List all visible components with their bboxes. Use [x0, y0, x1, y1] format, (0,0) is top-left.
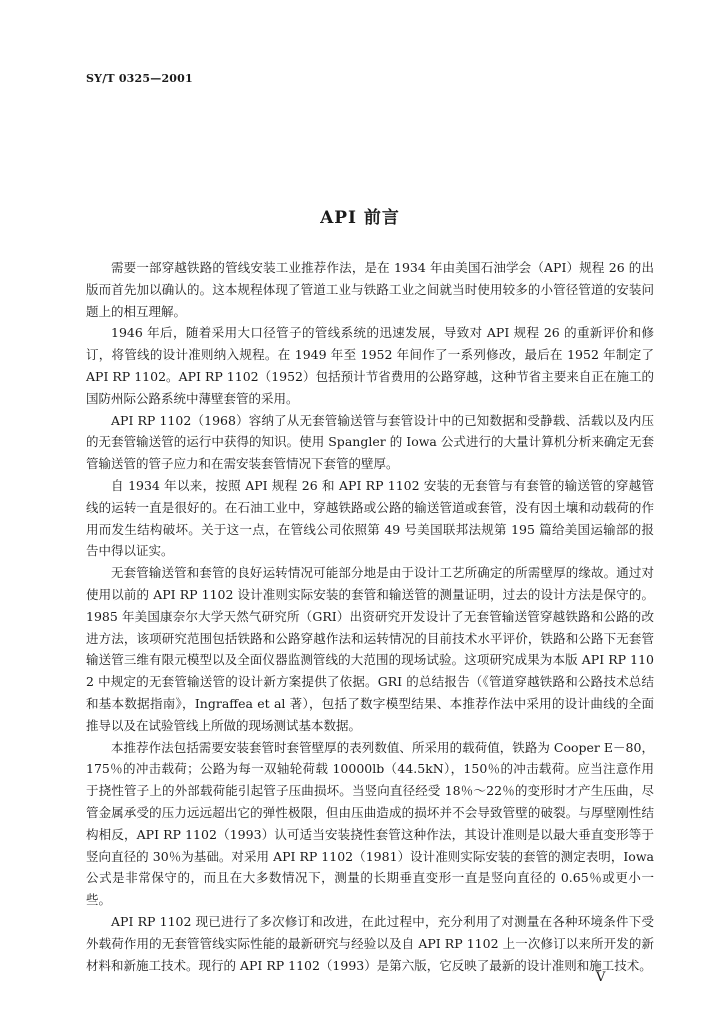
paragraph-6: 本推荐作法包括需要安装套管时套管壁厚的表列数值、所采用的载荷值，铁路为 Cooper E－80，175％的冲击载荷；公路为每一双轴轮荷载 10000lb（44.5kN），150％的冲击载荷。应当注意作用于挠性管子上的外部载荷能引起管子压曲损坏。当竖向直径经受 18％～22％的变形时才产生压曲，尽管金属承受的压力远远超出它的弹性极限，但由压曲造成的损坏并不会导致管壁的破裂。与厚壁刚性结构相反，API RP 1102（1993）认可适当安装挠性套管这种作法，其设计准则是以最大垂直变形等于竖向直径的 30％为基础。对采用 API RP 1102（1981）设计准则实际安装的套管的测定表明，Iowa 公式是非常保守的，而且在大多数情况下，测量的长期垂直变形一直是竖向直径的 0.65％或更小一些。	[86, 739, 654, 908]
standard-code-header: SY/T 0325—2001	[86, 72, 193, 85]
document-body	[86, 257, 654, 976]
page-title: API 前言	[320, 208, 400, 228]
paragraph-1: 需要一部穿越铁路的管线安装工业推荐作法，是在 1934 年由美国石油学会（API）规程 26 的出版而首先加以确认的。这本规程体现了管道工业与铁路工业之间就当时使用较多的小管径管道的安装问题上的相互理解。	[86, 260, 654, 319]
paragraph-2: 1946 年后，随着采用大口径管子的管线系统的迅速发展，导致对 API 规程 26 的重新评价和修订，将管线的设计准则纳入规程。在 1949 年至 1952 年间作了一系列修改，最后在 1952 年制定了 API RP 1102。API RP 1102（1952）包括预计节省费用的公路穿越，这种节省主要来自正在施工的国防州际公路系统中薄壁套管的采用。	[86, 325, 654, 406]
paragraph-5: 无套管输送管和套管的良好运转情况可能部分地是由于设计工艺所确定的所需壁厚的缘故。通过对使用以前的 API RP 1102 设计准则实际安装的套管和输送管的测量证明，过去的设计方法是保守的。1985 年美国康奈尔大学天然气研究所（GRI）出资研究开发设计了无套管输送管穿越铁路和公路的改进方法，该项研究范围包括铁路和公路穿越作法和运转情况的目前技术水平评价，铁路和公路下无套管输送管三维有限元模型以及全面仪器监测管线的大范围的现场试验。这项研究成果为本版 API RP 1102 中规定的无套管输送管的设计新方案提供了依据。GRI 的总结报告（《管道穿越铁路和公路技术总结和基本数据指南》，Ingraffea et al 著），包括了数字模型结果、本推荐作法中采用的设计曲线的全面推导以及在试验管线上所做的现场测试基本数据。	[86, 565, 654, 733]
paragraph-4: 自 1934 年以来，按照 API 规程 26 和 API RP 1102 安装的无套管与有套管的输送管的穿越管线的运转一直是很好的。在石油工业中，穿越铁路或公路的输送管道或套管，没有因土壤和动载荷的作用而发生结构破坏。关于这一点，在管线公司依照第 49 号美国联邦法规第 195 篇给美国运输部的报告中得以证实。	[86, 477, 654, 559]
paragraph-7: API RP 1102 现已进行了多次修订和改进，在此过程中，充分利用了对测量在各种环境条件下受外载荷作用的无套管管线实际性能的最新研究与经验以及自 API RP 1102 上一次修订以来所开发的新材料和新施工技术。现行的 API RP 1102（1993）是第六版，它反映了最新的设计准则和施工技术。	[86, 913, 654, 973]
paragraph-3: API RP 1102（1968）容纳了从无套管输送管与套管设计中的已知数据和受静载、活载以及内压的无套管输送管的运行中获得的知识。使用 Spangler 的 Iowa 公式进行的大量计算机分析来确定无套管输送管的管子应力和在需安装套管情况下套管的壁厚。	[86, 412, 654, 472]
page-number: V	[596, 970, 606, 985]
